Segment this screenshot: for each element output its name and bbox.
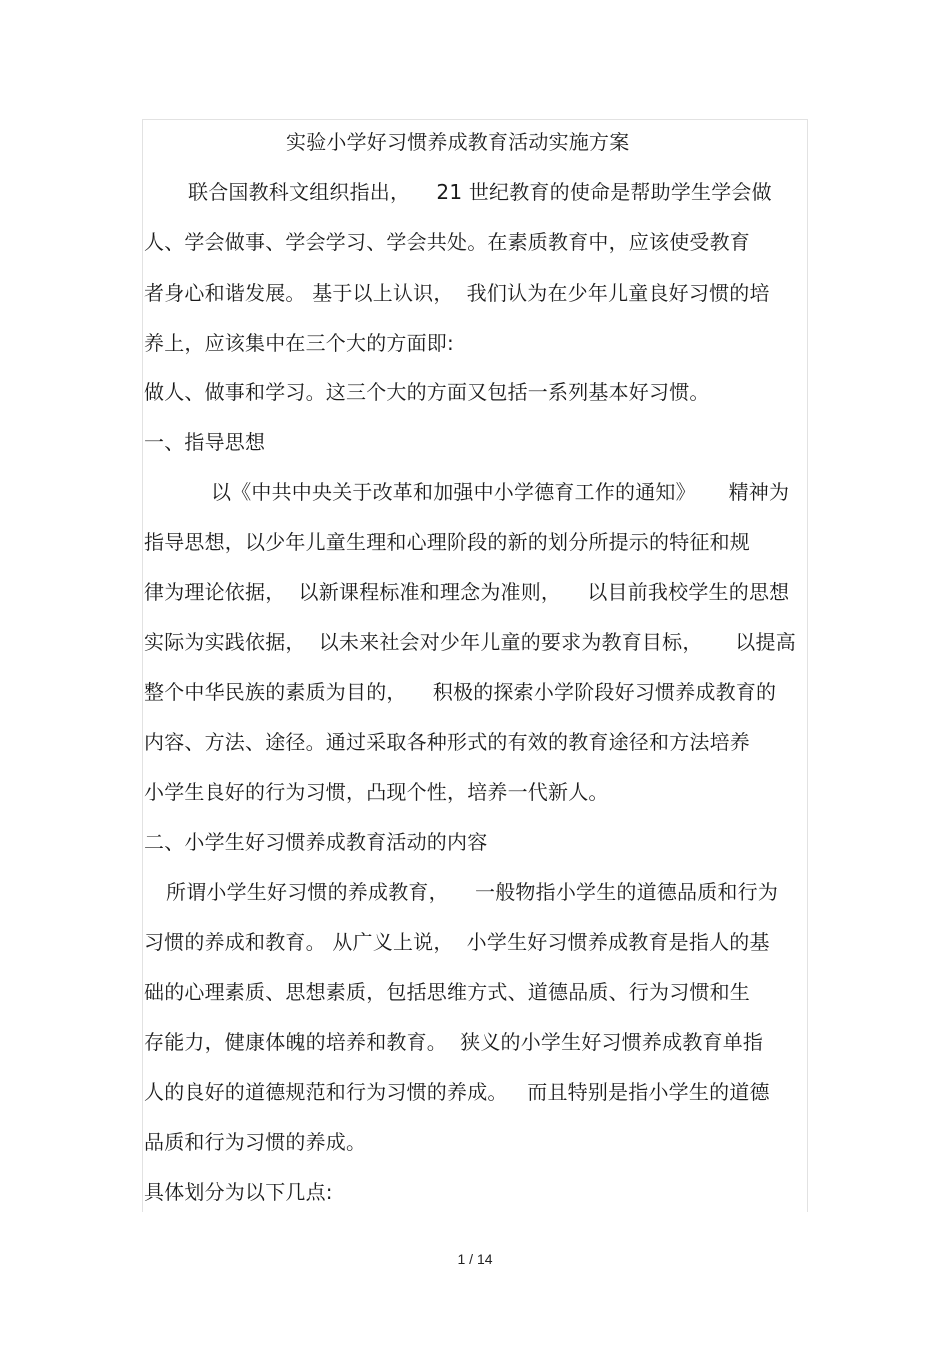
paragraph-line: 存能力，健康体魄的培养和教育。 狭义的小学生好习惯养成教育单指 bbox=[144, 1030, 764, 1054]
paragraph-line: 联合国教科文组织指出， 21 世纪教育的使命是帮助学生学会做 bbox=[188, 180, 772, 204]
paragraph-line: 指导思想，以少年儿童生理和心理阶段的新的划分所提示的特征和规 bbox=[144, 530, 750, 554]
paragraph-line: 律为理论依据， 以新课程标准和理念为准则， 以目前我校学生的思想 bbox=[144, 580, 790, 604]
section-heading: 二、小学生好习惯养成教育活动的内容 bbox=[144, 830, 488, 854]
paragraph-line: 做人、做事和学习。这三个大的方面又包括一系列基本好习惯。 bbox=[144, 380, 710, 404]
paragraph-line: 所谓小学生好习惯的养成教育， 一般物指小学生的道德品质和行为 bbox=[166, 880, 779, 904]
paragraph-line: 人、学会做事、学会学习、学会共处。在素质教育中，应该使受教育 bbox=[144, 230, 750, 254]
paragraph-line: 础的心理素质、思想素质，包括思维方式、道德品质、行为习惯和生 bbox=[144, 980, 750, 1004]
paragraph-line: 者身心和谐发展。 基于以上认识， 我们认为在少年儿童良好习惯的培 bbox=[144, 281, 770, 305]
paragraph-line: 实际为实践依据， 以未来社会对少年儿童的要求为教育目标， 以提高 bbox=[144, 630, 796, 654]
paragraph-line: 以《中共中央关于改革和加强中小学德育工作的通知》 精神为 bbox=[211, 480, 790, 504]
paragraph-line: 习惯的养成和教育。 从广义上说， 小学生好习惯养成教育是指人的基 bbox=[144, 930, 770, 954]
document-title: 实验小学好习惯养成教育活动实施方案 bbox=[286, 130, 630, 154]
paragraph-line: 内容、方法、途径。通过采取各种形式的有效的教育途径和方法培养 bbox=[144, 730, 750, 754]
page-number: 1 / 14 bbox=[457, 1251, 493, 1267]
paragraph-line: 人的良好的道德规范和行为习惯的养成。 而且特别是指小学生的道德 bbox=[144, 1080, 770, 1104]
paragraph-line: 品质和行为习惯的养成。 bbox=[144, 1130, 367, 1154]
paragraph-line: 小学生良好的行为习惯，凸现个性，培养一代新人。 bbox=[144, 780, 609, 804]
paragraph-line: 整个中华民族的素质为目的， 积极的探索小学阶段好习惯养成教育的 bbox=[144, 680, 777, 704]
paragraph-line: 养上，应该集中在三个大的方面即: bbox=[144, 331, 454, 355]
section-heading: 一、指导思想 bbox=[144, 430, 266, 454]
paragraph-line: 具体划分为以下几点: bbox=[144, 1180, 333, 1204]
